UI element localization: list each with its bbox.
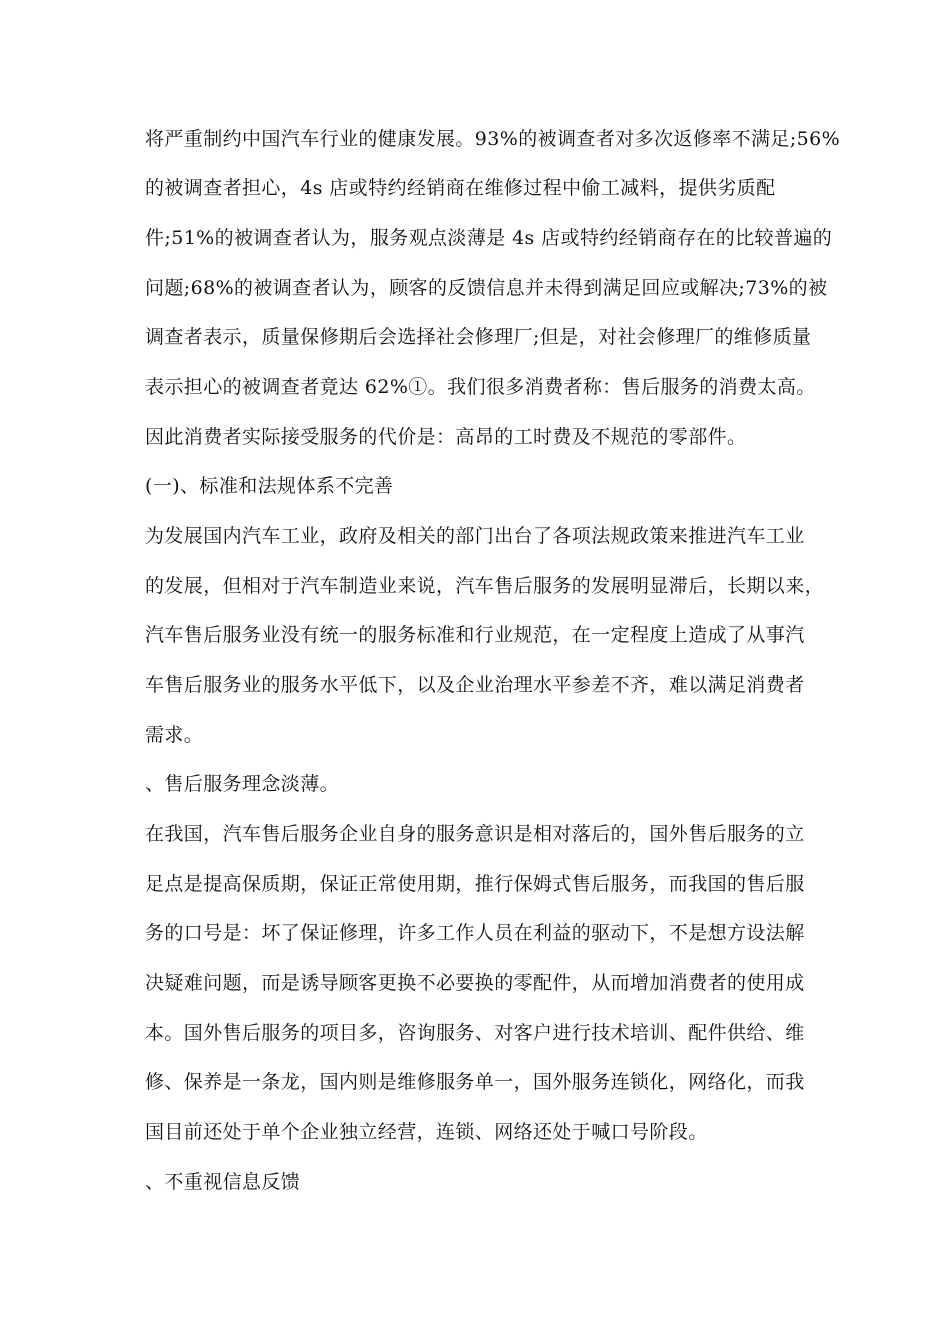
text-line: 的发展，但相对于汽车制造业来说，汽车售后服务的发展明显滞后，长期以来， [145,575,825,597]
text-line: 决疑难问题，而是诱导顾客更换不必要换的零配件，从而增加消费者的使用成 [145,972,805,994]
text-line: 件;51%的被调查者认为，服务观点淡薄是 4s 店或特约经销商存在的比较普遍的 [145,227,833,249]
text-line: 因此消费者实际接受服务的代价是：高昂的工时费及不规范的零部件。 [145,426,747,448]
text-line: 务的口号是：坏了保证修理，许多工作人员在利益的驱动下，不是想方设法解 [145,922,805,944]
text-line: 修、保养是一条龙，国内则是维修服务单一，国外服务连锁化，网络化，而我 [145,1071,805,1093]
text-line: 需求。 [145,724,204,746]
text-line: 汽车售后服务业没有统一的服务标准和行业规范，在一定程度上造成了从事汽 [145,624,805,646]
text-line: 足点是提高保质期，保证正常使用期，推行保姆式售后服务，而我国的售后服 [145,873,805,895]
text-line: 在我国，汽车售后服务企业自身的服务意识是相对落后的，国外售后服务的立 [145,823,805,845]
text-line: 为发展国内汽车工业，政府及相关的部门出台了各项法规政策来推进汽车工业 [145,525,805,547]
section-heading: (一)、标准和法规体系不完善 [145,475,394,497]
section-heading: 、售后服务理念淡薄。 [145,773,340,795]
section-heading: 、不重视信息反馈 [145,1171,301,1193]
text-line: 本。国外售后服务的项目多，咨询服务、对客户进行技术培训、配件供给、维 [145,1022,805,1044]
text-line: 国目前还处于单个企业独立经营，连锁、网络还处于喊口号阶段。 [145,1121,708,1143]
text-line: 车售后服务业的服务水平低下，以及企业治理水平参差不齐，难以满足消费者 [145,674,805,696]
text-line: 问题;68%的被调查者认为，顾客的反馈信息并未得到满足回应或解决;73%的被 [145,277,828,299]
text-line: 调查者表示，质量保修期后会选择社会修理厂;但是，对社会修理厂的维修质量 [145,326,812,348]
text-line: 将严重制约中国汽车行业的健康发展。93%的被调查者对多次返修率不满足;56% [145,128,841,150]
text-line: 表示担心的被调查者竟达 62%①。我们很多消费者称：售后服务的消费太高。 [145,376,816,398]
text-line: 的被调查者担心，4s 店或特约经销商在维修过程中偷工减料，提供劣质配 [145,177,776,199]
